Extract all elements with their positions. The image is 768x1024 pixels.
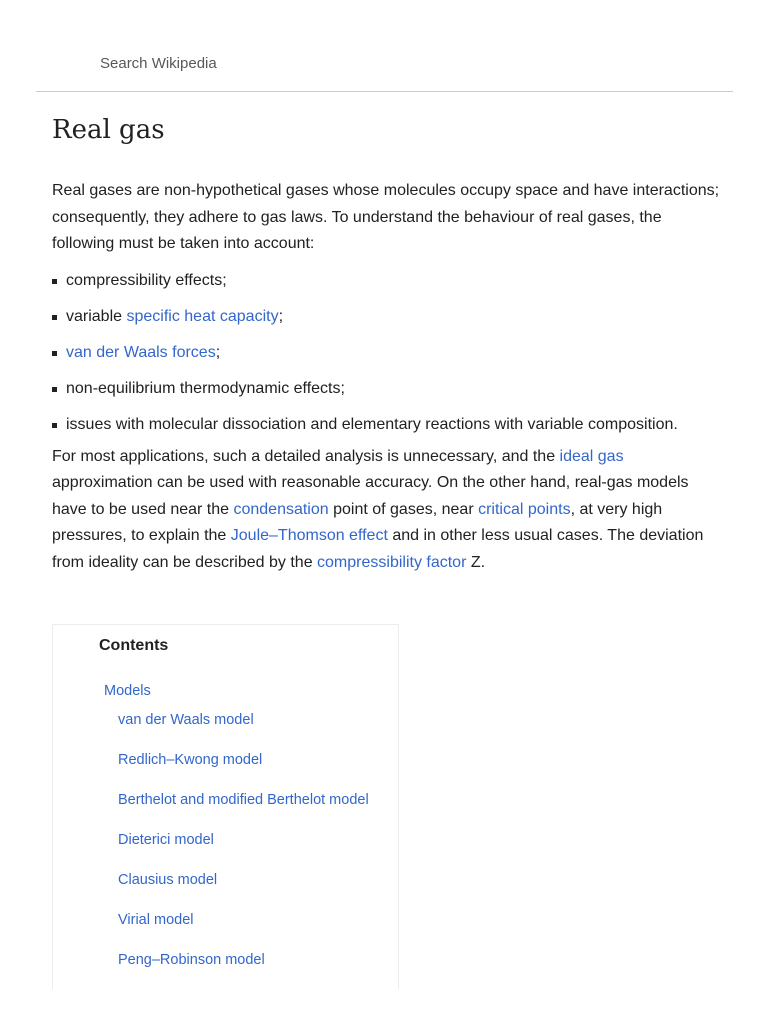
- paragraph-text: Z.: [466, 553, 486, 571]
- list-item-text: compressibility effects;: [66, 271, 227, 289]
- link-condensation[interactable]: condensation: [233, 500, 329, 518]
- considerations-list: [52, 268, 722, 438]
- toc-list: [104, 681, 369, 990]
- link-compressibility-factor[interactable]: compressibility factor: [317, 553, 467, 571]
- list-item: [52, 340, 722, 366]
- list-item-text: ;: [278, 307, 284, 325]
- list-item: [52, 412, 722, 438]
- header: [36, 0, 733, 92]
- paragraph-text: For most applications, such a detailed analysis is unnecessary, and the: [52, 447, 560, 465]
- toc-item-label[interactable]: van der Waals model: [118, 712, 254, 728]
- list-item: [52, 268, 722, 294]
- table-of-contents: [52, 624, 399, 989]
- toc-item-label[interactable]: Redlich–Kwong model: [118, 752, 263, 768]
- toc-item-label[interactable]: Virial model: [118, 912, 194, 928]
- toc-title: Contents: [99, 637, 169, 654]
- toc-subsection: [104, 710, 369, 970]
- link-ideal-gas[interactable]: ideal gas: [559, 447, 624, 465]
- toc-sublist: [104, 710, 369, 970]
- toc-item-virial-model[interactable]: [118, 910, 369, 930]
- search-input[interactable]: Search Wikipedia: [100, 55, 217, 72]
- list-item-text: non-equilibrium thermodynamic effects;: [66, 379, 345, 397]
- toc-item-label[interactable]: Dieterici model: [118, 832, 214, 848]
- toc-item-van-der-waals-model[interactable]: [118, 710, 369, 730]
- toc-item-label[interactable]: Berthelot and modified Berthelot model: [118, 792, 369, 808]
- toc-item-redlich-kwong-model[interactable]: [118, 750, 369, 770]
- list-item: [52, 304, 722, 330]
- toc-item-clausius-model[interactable]: [118, 870, 369, 890]
- paragraph-text: approximation can be used with reasonable accuracy. On the other hand, real-gas models have to be used near the: [52, 474, 689, 518]
- toc-item-label[interactable]: Models: [104, 683, 151, 699]
- link-critical-points[interactable]: critical points: [478, 500, 571, 518]
- applications-paragraph: [52, 444, 722, 577]
- list-item: [52, 376, 722, 402]
- paragraph-text: point of gases, near: [328, 500, 479, 518]
- page-title: Real gas: [52, 115, 165, 145]
- list-item-text: ;: [215, 343, 221, 361]
- link-specific-heat-capacity[interactable]: specific heat capacity: [126, 307, 279, 325]
- toc-item-label[interactable]: Peng–Robinson model: [118, 952, 265, 968]
- toc-item-berthelot-model[interactable]: [118, 790, 369, 810]
- paragraph-text: and in other less usual cases. The deviation from ideality can be described by the: [52, 527, 704, 571]
- paragraph-text: , at very high pressures, to explain the: [52, 500, 663, 544]
- list-item-text: variable: [66, 307, 127, 325]
- link-joule-thomson-effect[interactable]: Joule–Thomson effect: [230, 527, 388, 544]
- list-item-text: issues with molecular dissociation and elementary reactions with variable composition.: [66, 415, 678, 433]
- link-van-der-waals-forces[interactable]: van der Waals forces: [66, 343, 216, 361]
- toc-item-label[interactable]: Clausius model: [118, 872, 218, 888]
- toc-item-models[interactable]: [104, 681, 369, 701]
- article-body: [52, 178, 722, 576]
- toc-item-peng-robinson-model[interactable]: [118, 950, 369, 970]
- toc-item-dieterici-model[interactable]: [118, 830, 369, 850]
- intro-paragraph: Real gases are non-hypothetical gases whose molecules occupy space and have interactions; consequently, they adhere to gas laws. To understand the behaviour of real gases, the following must be taken into account:: [52, 182, 720, 252]
